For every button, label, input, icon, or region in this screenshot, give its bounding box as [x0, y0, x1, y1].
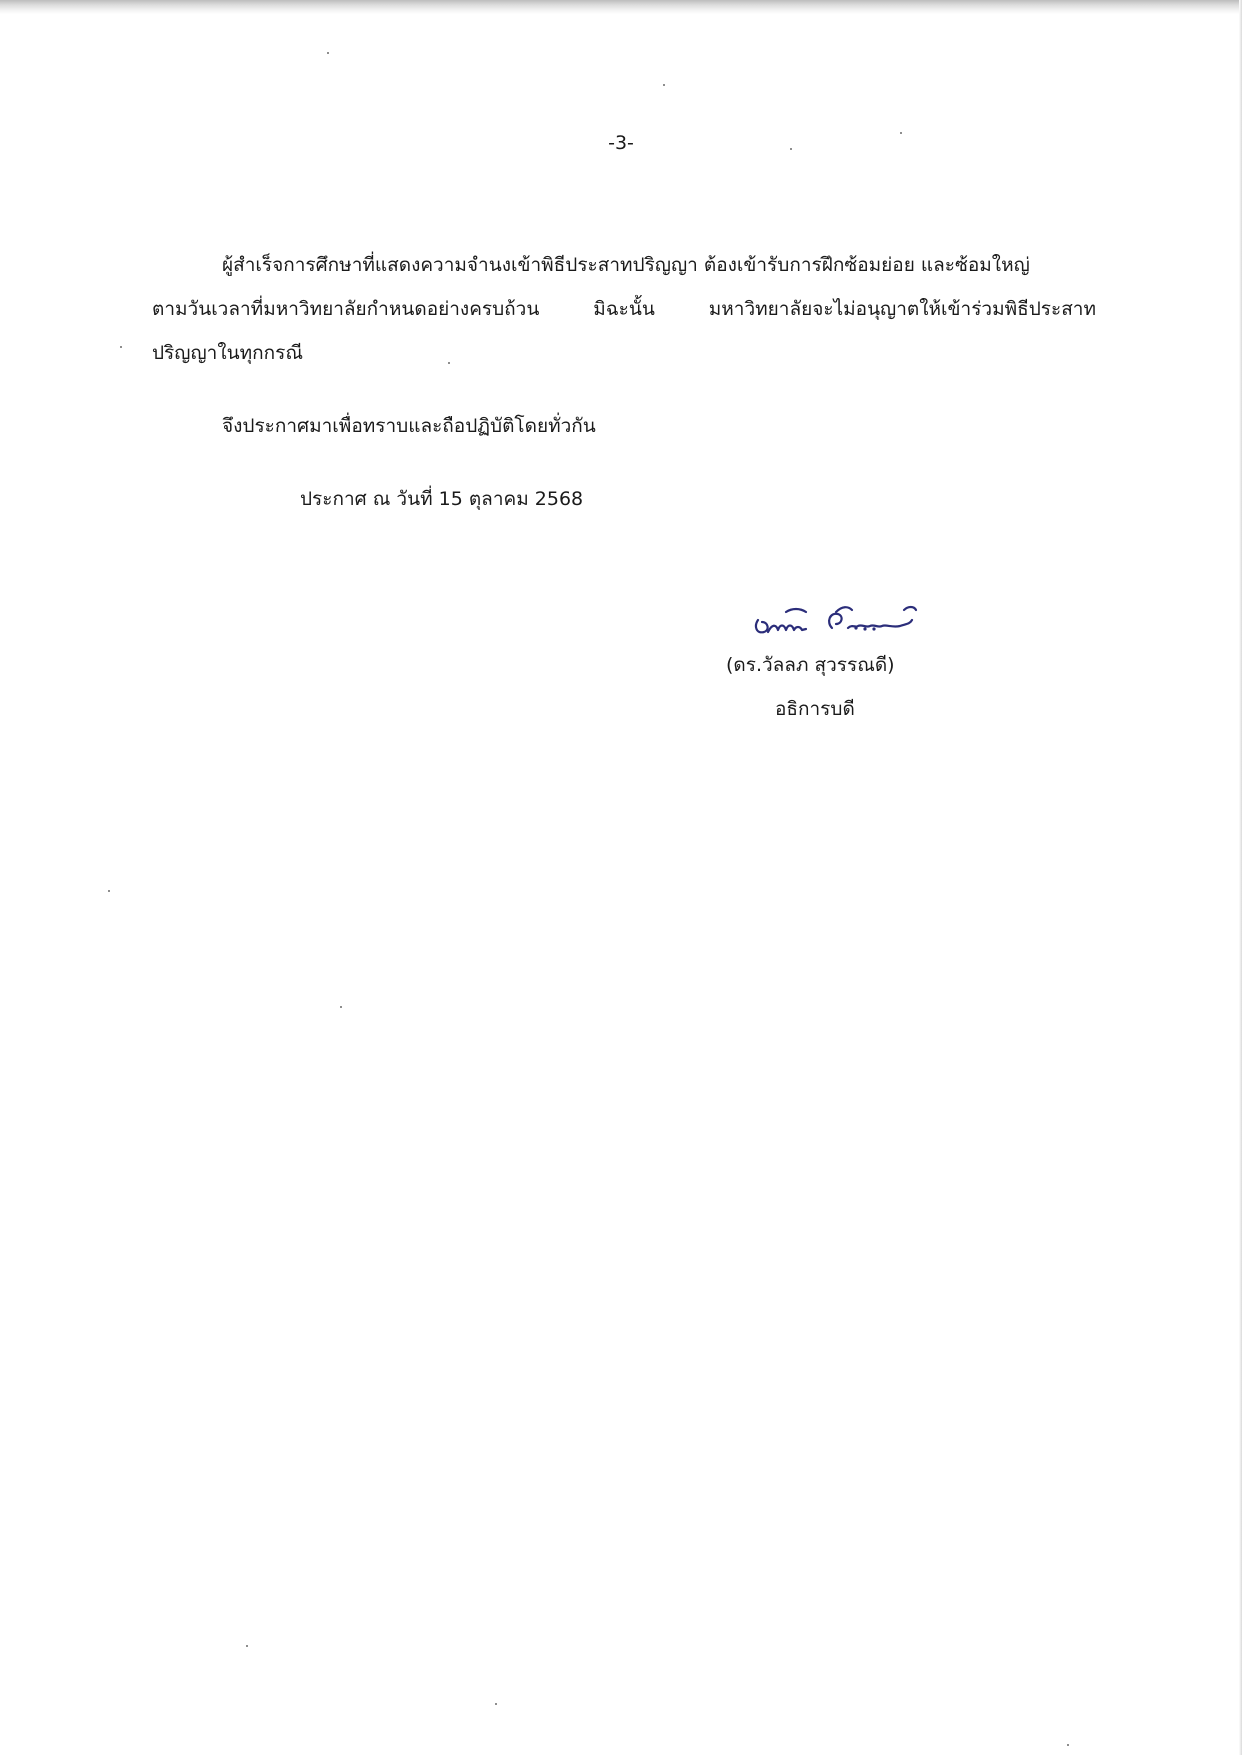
signer-title: อธิการบดี — [775, 698, 855, 720]
handwritten-signature — [752, 598, 922, 638]
scan-speck — [790, 148, 792, 150]
scan-shadow-top — [0, 0, 1242, 14]
scan-speck — [120, 346, 122, 348]
signer-name: (ดร.วัลลภ สุวรรณดี) — [726, 654, 895, 676]
paragraph-1-line-2 — [152, 296, 1096, 322]
paragraph-2: จึงประกาศมาเพื่อทราบและถือปฏิบัติโดยทั่วกัน — [222, 415, 596, 437]
paragraph-1-line-2-part-2: มิฉะนั้น — [593, 298, 655, 320]
scan-speck — [900, 132, 902, 134]
page-number: -3- — [608, 132, 634, 154]
scan-speck — [327, 52, 329, 54]
scan-speck — [340, 1006, 342, 1008]
paragraph-1-line-3: ปริญญาในทุกกรณี — [152, 342, 303, 364]
paragraph-1-line-2-part-1: ตามวันเวลาที่มหาวิทยาลัยกำหนดอย่างครบถ้วน — [152, 298, 540, 320]
scan-speck — [246, 1645, 248, 1647]
scan-speck — [1067, 1744, 1069, 1746]
scan-speck — [108, 890, 110, 892]
announcement-date: ประกาศ ณ วันที่ 15 ตุลาคม 2568 — [300, 488, 584, 510]
paragraph-1-line-1: ผู้สำเร็จการศึกษาที่แสดงความจำนงเข้าพิธีประสาทปริญญา ต้องเข้ารับการฝึกซ้อมย่อย และซ้อมใหญ่ — [222, 254, 1030, 276]
paragraph-1-line-2-part-3: มหาวิทยาลัยจะไม่อนุญาตให้เข้าร่วมพิธีประสาท — [708, 298, 1096, 320]
scan-speck — [448, 362, 450, 364]
scan-speck — [495, 1703, 497, 1705]
scan-speck — [663, 84, 665, 86]
